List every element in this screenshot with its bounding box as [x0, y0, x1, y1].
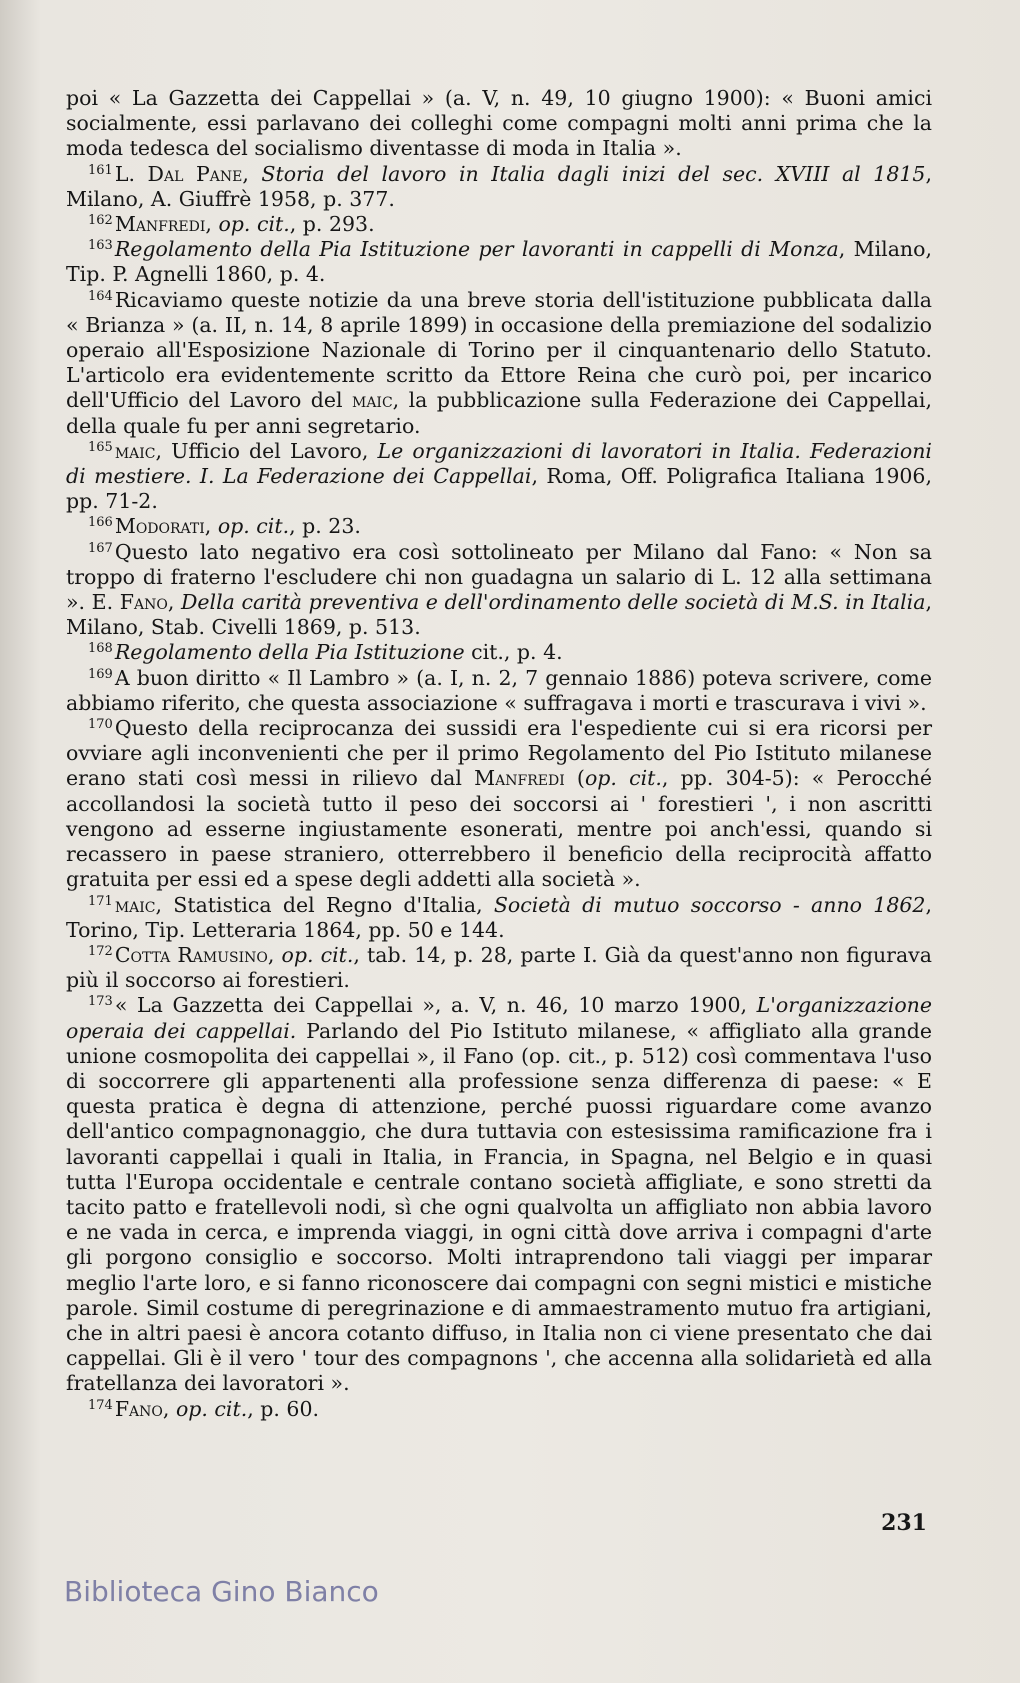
- footnote-number: 169: [88, 666, 113, 682]
- footnote-167: $^{167}$Questo lato negativo era così sottolineato per Milano dal Fano: « Non sa troppo di fraterno l'escludere chi non guadagna un salario di L. 12 alla settimana ». E. Fano, Della carità preventiva e dell'ordinamento delle società di M.S. in Italia, Milano, Stab. Civelli 1869, p. 513.: [66, 539, 932, 640]
- footnote-number: 173: [88, 994, 113, 1010]
- footnote-163: $^{163}$Regolamento della Pia Istituzione per lavoranti in cappelli di Monza, Milano, Tip. P. Agnelli 1860, p. 4.: [66, 237, 932, 287]
- author-name: Fano: [119, 590, 168, 615]
- footnote-number: 163: [88, 238, 113, 254]
- author-name: Fano: [114, 1396, 163, 1421]
- author-name: Manfredi: [114, 212, 206, 237]
- footnote-number: 168: [88, 641, 113, 657]
- footnote-166: $^{166}$Modorati, op. cit., p. 23.: [88, 514, 361, 539]
- footnote-173: $^{173}$« La Gazzetta dei Cappellai », a. V, n. 46, 10 marzo 1900, L'organizzazione operaia dei cappellai. Parlando del Pio Istituto milanese, « affigliato alla grande unione cosmopolita dei cappellai », il Fano (op. cit., p. 512) così commentava l'uso di soccorrere gli appartenenti alla professione senza differenza di paese: « E questa pratica è degna di attenzione, perché puossi riguardare come avanzo dell'antico compagnonaggio, che dura tuttavia con estesissima ramificazione fra i lavoranti cappellai i quali in Italia, in Francia, in Spagna, nel Belgio e in quasi tutta l'Europa occidentale e centrale contano società affigliate, e sono stretti da tacito patto e fratellevoli nodi, sì che ogni qualvolta un affigliato non abbia lavoro e ne vada in cerca, e imprenda viaggi, in ogni città dove arriva i compagni d'arte gli porgono consiglio e soccorso. Molti intraprendono tali viaggi per imparar meglio l'arte loro, e si fanno riconoscere dai compagni con segni mistici e mistiche parole. Simil costume di peregrinazione e di ammaestramento mutuo fra artigiani, che in altri paesi è ancora cotanto diffuso, in Italia non ci viene presentato che dai cappellai. Gli è il vero ' tour des compagnons ', che accenna alla solidarietà ed alla fratellanza dei lavoratori ».: [66, 993, 932, 1396]
- author-name: maic: [114, 892, 156, 917]
- footnotes-block: [66, 86, 932, 1422]
- footnote-number: 170: [88, 717, 113, 733]
- work-title: op. cit.: [217, 514, 290, 539]
- work-title: Le organizzazioni di lavoratori in Italia. Federazioni di mestiere. I. La Federazione dei Cappellai: [66, 438, 932, 489]
- work-title: op. cit.: [218, 212, 290, 237]
- work-title: Regolamento della Pia Istituzione per lavoranti in cappelli di Monza: [114, 237, 839, 262]
- footnote-number: 165: [88, 439, 113, 455]
- footnote-number: 166: [88, 515, 113, 531]
- author-name: Dal Pane: [147, 161, 243, 186]
- work-title: op. cit.: [584, 766, 662, 791]
- footnote-174: $^{174}$Fano, op. cit., p. 60.: [88, 1396, 320, 1421]
- footnote-161: $^{161}$L. Dal Pane, Storia del lavoro in Italia dagli inizi del sec. XVIII al 1815, Milano, A. Giuffrè 1958, p. 377.: [66, 161, 932, 211]
- work-title: L'organizzazione operaia dei cappellai.: [66, 993, 932, 1043]
- footnote-162: $^{162}$Manfredi, op. cit., p. 293.: [88, 212, 375, 237]
- work-title: Storia del lavoro in Italia dagli inizi del sec. XVIII al 1815: [261, 161, 926, 186]
- footnote-number: 174: [88, 1397, 113, 1413]
- page-number: 231: [881, 1510, 927, 1536]
- work-title: op. cit.: [281, 942, 354, 967]
- author-name: maic: [351, 388, 393, 413]
- footnote-169: $^{169}$A buon diritto « Il Lambro » (a. I, n. 2, 7 gennaio 1886) poteva scrivere, come abbiamo riferito, che questa associazione « suffragava i morti e trascurava i vivi ».: [66, 665, 932, 715]
- work-title: op. cit.: [175, 1396, 248, 1421]
- footnote-172: $^{172}$Cotta Ramusino, op. cit., tab. 14, p. 28, parte I. Già da quest'anno non figurava più il soccorso ai forestieri.: [66, 942, 932, 993]
- footnote-164: $^{164}$Ricaviamo queste notizie da una breve storia dell'istituzione pubblicata dalla « Brianza » (a. II, n. 14, 8 aprile 1899) in occasione della premiazione del sodalizio operaio all'Esposizione Nazionale di Torino per il cinquantenario dello Statuto. L'articolo era evidentemente scritto da Ettore Reina che curò poi, per incarico dell'Ufficio del Lavoro del maic, la pubblicazione sulla Federazione dei Cappellai, della quale fu per anni segretario.: [66, 287, 933, 438]
- work-title: Società di mutuo soccorso - anno 1862: [493, 892, 926, 917]
- author-name: maic: [114, 438, 156, 463]
- footnote-number: 172: [88, 943, 113, 959]
- library-watermark: Biblioteca Gino Bianco: [64, 1575, 379, 1608]
- intro-paragraph: poi « La Gazzetta dei Cappellai » (a. V, n. 49, 10 giugno 1900): « Buoni amici socialmente, essi parlavano dei colleghi come compagni molti anni prima che la moda tedesca del socialismo diventasse di moda in Italia ».: [66, 86, 932, 161]
- work-title: Della carità preventiva e dell'ordinamento delle società di M.S. in Italia: [180, 590, 926, 615]
- author-name: Manfredi: [474, 766, 565, 791]
- work-title: Regolamento della Pia Istituzione: [114, 640, 465, 665]
- footnote-number: 161: [88, 162, 113, 178]
- footnote-number: 164: [88, 288, 113, 304]
- author-name: Modorati: [114, 514, 205, 539]
- author-name: Cotta Ramusino: [114, 942, 268, 967]
- footnote-number: 171: [88, 893, 113, 909]
- footnote-168: $^{168}$Regolamento della Pia Istituzione cit., p. 4.: [88, 640, 563, 665]
- footnote-number: 167: [88, 540, 113, 556]
- footnote-171: $^{171}$maic, Statistica del Regno d'Italia, Società di mutuo soccorso - anno 1862, Torino, Tip. Letteraria 1864, pp. 50 e 144.: [66, 892, 932, 942]
- footnote-165: $^{165}$maic, Ufficio del Lavoro, Le organizzazioni di lavoratori in Italia. Federazioni di mestiere. I. La Federazione dei Cappellai, Roma, Off. Poligrafica Italiana 1906, pp. 71-2.: [66, 438, 932, 514]
- footnote-number: 162: [88, 213, 113, 229]
- footnote-170: $^{170}$Questo della reciprocanza dei sussidi era l'espediente cui si era ricorsi per ovviare agli inconvenienti che per il primo Regolamento del Pio Istituto milanese erano stati così messi in rilievo dal Manfredi (op. cit., pp. 304-5): « Perocché accollandosi la società tutto il peso dei soccorsi ai ' forestieri ', i non ascritti vengono ad esserne ingiustamente esonerati, mentre poi anch'essi, quando si recassero in paese straniero, otterrebbero il beneficio della reciprocità affatto gratuita per essi ed a spese degli addetti alla società ».: [66, 716, 932, 892]
